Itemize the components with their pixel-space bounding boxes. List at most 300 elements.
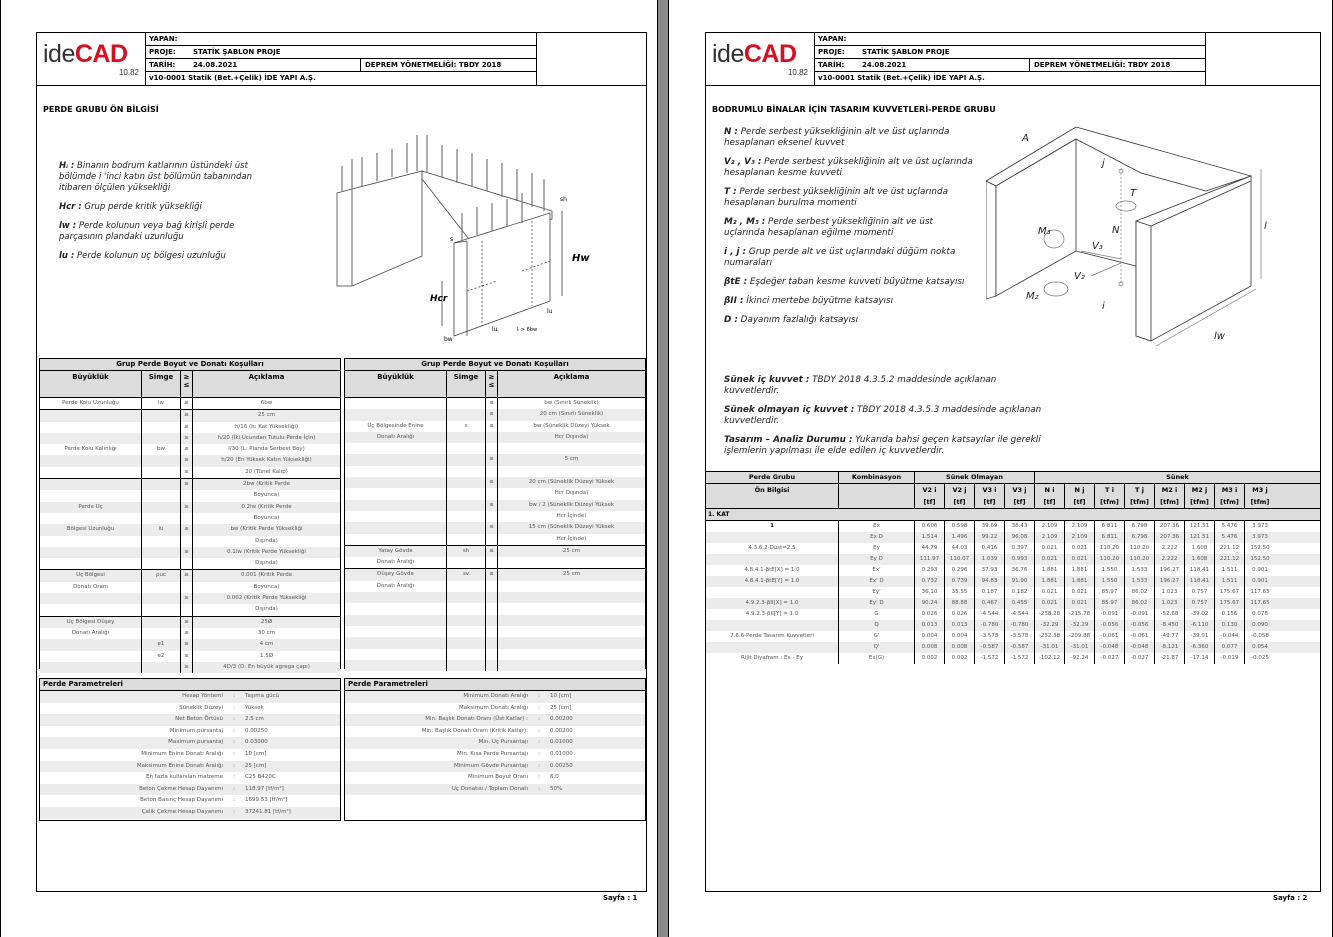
svg-text:l: l	[1264, 221, 1267, 232]
param-colon: :	[538, 750, 540, 757]
param-key: Maksimum Donatı Aralığı	[458, 704, 528, 711]
param-row	[40, 691, 340, 703]
force-value-cell: 5.476	[1215, 521, 1245, 532]
force-komb-cell: G'	[839, 631, 915, 642]
force-group-cell	[706, 620, 839, 631]
table-cell: 0.001 (Kritik Perde	[240, 572, 293, 579]
table-row	[345, 603, 645, 614]
force-value-cell: -1.572	[1005, 653, 1035, 664]
table-row	[40, 433, 340, 444]
param-key: Min. Başlık Donatı Oranı (Üst Katlar) :	[425, 716, 528, 723]
table-cell	[345, 409, 447, 420]
table-cell	[447, 466, 486, 477]
force-row	[706, 554, 1320, 565]
table-cell	[447, 488, 486, 499]
table-cell: Donatı Oranı	[40, 582, 142, 593]
force-value-cell: -6.360	[1185, 642, 1215, 653]
force-value-cell: -52.68	[1155, 609, 1185, 620]
force-value-cell: 0.021	[1065, 543, 1095, 554]
force-diagram	[986, 121, 1296, 356]
table-cell	[447, 581, 486, 592]
table-cell: ≥	[181, 444, 193, 455]
force-value-cell: 6.811	[1095, 532, 1125, 543]
force-value-cell: 1.608	[1185, 543, 1215, 554]
force-value-cell: -0.027	[1125, 653, 1155, 664]
param-key: Beton Basınç Hesap Dayanımı	[140, 797, 223, 804]
table-cell: ≤	[486, 522, 498, 533]
idecad-logo	[37, 33, 146, 85]
force-value-cell: -0.056	[1095, 620, 1125, 631]
page-frame	[705, 32, 1321, 892]
force-value-cell: 37.93	[975, 565, 1005, 576]
table-row	[40, 604, 340, 615]
table-header	[345, 371, 645, 398]
table-cell: ≥	[181, 455, 193, 466]
force-value-cell: 6.811	[1095, 521, 1125, 532]
table-cell	[345, 615, 447, 626]
force-row	[706, 565, 1320, 576]
table-row	[40, 593, 340, 604]
report-page-1	[0, 0, 658, 937]
param-row	[40, 761, 340, 773]
table-cell	[447, 626, 486, 637]
force-row	[706, 631, 1320, 642]
logo-ide: ide	[712, 40, 744, 68]
table-cell	[40, 536, 142, 547]
force-value-cell: 36.10	[915, 587, 945, 598]
table-cell: 0.2lw (Kritik Perde	[241, 503, 292, 510]
table-cell	[486, 626, 498, 637]
force-komb-cell: Ex'	[839, 565, 915, 576]
force-group-cell: Rijit Diyafram : Ex - Ey	[706, 653, 839, 664]
table-cell: ≥	[181, 479, 193, 490]
force-col-header: M3 j [tfm]	[1250, 486, 1270, 506]
section-title: PERDE GRUBU ÖN BİLGİSİ	[43, 105, 159, 114]
param-row	[345, 737, 645, 749]
table-cell	[345, 500, 447, 511]
param-value: 10 [cm]	[550, 693, 572, 699]
table-body	[345, 398, 645, 671]
force-value-cell: 207.36	[1155, 532, 1185, 543]
params-title: Perde Parametreleri	[40, 679, 340, 691]
force-row	[706, 653, 1320, 664]
table-cell: 15 cm (Süneklik Düzeyi Yüksek	[528, 524, 615, 531]
table-row	[40, 467, 340, 478]
table-cell: Bölgesi Uzunluğu	[40, 524, 142, 535]
table-cell	[486, 615, 498, 626]
definition-item: Sünek olmayan iç kuvvet : TBDY 2018 4.3.5.3 maddesinde açıklanan kuvvetlerdir.	[724, 405, 1042, 426]
tarih-value: 24.08.2021	[193, 61, 238, 69]
report-page-2	[668, 0, 1333, 937]
software-label: v10-0001 Statik (Bet.+Çelik) İDE YAPI A.Ş.	[149, 74, 316, 82]
proje-row	[145, 46, 536, 59]
definition-item: βtE : Eşdeğer taban kesme kuvveti büyütme katsayısı	[724, 277, 965, 287]
force-value-cell: 0.757	[1185, 587, 1215, 598]
table-cell	[498, 660, 645, 671]
table-row	[345, 500, 645, 511]
force-value-cell: -6.110	[1185, 620, 1215, 631]
table-cell: 0.002 (Kritik Perde Yüksekliği	[226, 595, 307, 602]
force-value-cell: 118.41	[1185, 565, 1215, 576]
table-cell	[142, 582, 181, 593]
param-colon: :	[233, 704, 235, 711]
page-number: Sayfa : 1	[603, 894, 638, 902]
definition-item: Hcr : Grup perde kritik yüksekliği	[59, 202, 202, 212]
table-cell: ≥	[181, 547, 193, 558]
table-cell: ≥	[181, 662, 193, 673]
header-right-box	[1205, 33, 1320, 85]
force-value-cell: 1.533	[1125, 576, 1155, 587]
table-cell	[486, 443, 498, 454]
table-cell: Hcr Dışında)	[554, 490, 589, 497]
table-cell	[40, 593, 142, 604]
force-col-header: M2 j [tfm]	[1185, 484, 1215, 508]
force-value-cell: 110.20	[1095, 543, 1125, 554]
table-row	[345, 454, 645, 465]
force-value-cell: 88.88	[945, 598, 975, 609]
table-cell: Hcr Dışında)	[554, 433, 589, 440]
page-number: Sayfa : 2	[1273, 894, 1308, 902]
shear-wall-group-diagram	[332, 131, 602, 346]
table-cell: e1	[142, 639, 181, 650]
table-row	[345, 568, 645, 580]
force-value-cell: 85.97	[1095, 587, 1125, 598]
force-value-cell: 0.455	[1005, 598, 1035, 609]
force-col-header: T j [tfm]	[1125, 484, 1155, 508]
table-cell	[40, 422, 142, 433]
software-label: v10-0001 Statik (Bet.+Çelik) İDE YAPI A.Ş.	[818, 74, 985, 82]
table-cell	[486, 592, 498, 603]
param-key: Maximum pursantaj	[168, 739, 223, 746]
force-value-cell: 1.511	[1215, 576, 1245, 587]
force-group-cell	[706, 587, 839, 598]
force-value-cell: -32.29	[1065, 620, 1095, 631]
definition-item: Sünek iç kuvvet : TBDY 2018 4.3.5.2 maddesinde açıklanan kuvvetlerdir.	[724, 375, 997, 396]
definition-item: D : Dayanım fazlalığı katsayısı	[724, 315, 859, 325]
table-cell	[142, 467, 181, 478]
force-table-header-2	[706, 484, 1320, 509]
force-group-cell: 4.9.2.3-βII[Y] = 1.0	[706, 609, 839, 620]
table-title: Grup Perde Boyut ve Donatı Koşulları	[40, 359, 340, 371]
force-value-cell: 0.004	[945, 631, 975, 642]
table-cell: ≤	[181, 617, 193, 628]
table-row	[40, 582, 340, 593]
table-row	[40, 662, 340, 673]
table-row	[345, 398, 645, 409]
param-colon: :	[538, 693, 540, 699]
force-value-cell: -32.29	[1035, 620, 1065, 631]
force-value-cell: 85.97	[1095, 598, 1125, 609]
force-group-cell: 4.8.4.1-βtE[Y] = 1.0	[706, 576, 839, 587]
svg-text:lu: lu	[547, 308, 553, 315]
force-value-cell: 0.002	[915, 653, 945, 664]
table-cell	[142, 490, 181, 501]
force-value-cell: 6.798	[1125, 532, 1155, 543]
table-cell	[142, 502, 181, 513]
table-cell: ≥	[181, 639, 193, 650]
table-cell: Dışında)	[255, 606, 278, 613]
table-cell: 20 cm (Süneklik Düzeyi Yüksek	[528, 479, 615, 486]
table-cell	[142, 433, 181, 444]
table-cell	[142, 422, 181, 433]
param-colon: :	[538, 774, 540, 781]
table-row	[40, 478, 340, 490]
force-value-cell: 1.023	[1155, 598, 1185, 609]
force-value-cell: 0.026	[945, 609, 975, 620]
table-cell: Uç Bölgesinde Enine	[345, 421, 447, 432]
force-row	[706, 543, 1320, 554]
force-value-cell: 0.296	[945, 565, 975, 576]
force-value-cell: -31.01	[1065, 642, 1095, 653]
svg-text:V₂: V₂	[1074, 271, 1085, 282]
dimension-conditions-table-left	[39, 358, 341, 669]
table-cell: sh	[447, 546, 486, 557]
force-value-cell: 118.41	[1185, 576, 1215, 587]
svg-text:j: j	[1102, 158, 1105, 169]
definition-item: Tasarım – Analiz Durumu : Yukarıda bahsi geçen katsayılar ile gerekli işlemlerin yapılması ile elde edilen iç kuvvetlerdir.	[724, 435, 1041, 456]
table-cell	[142, 513, 181, 524]
table-cell	[447, 603, 486, 614]
yapan-label: YAPAN:	[818, 35, 847, 43]
table-cell	[142, 455, 181, 466]
force-value-cell: 0.182	[1005, 587, 1035, 598]
table-cell	[486, 603, 498, 614]
table-cell	[142, 617, 181, 628]
force-value-cell: 0.004	[915, 631, 945, 642]
table-row	[345, 581, 645, 592]
table-row	[40, 547, 340, 558]
force-value-cell: -92.24	[1065, 653, 1095, 664]
force-value-cell: 1.023	[1155, 587, 1185, 598]
table-cell: ≤	[181, 628, 193, 639]
force-value-cell: 0.090	[1252, 622, 1268, 628]
col-aciklama: Açıklama	[248, 373, 285, 381]
param-key: Çelik Çekme Hesap Dayanımı	[141, 808, 223, 815]
force-value-cell: -0.587	[975, 642, 1005, 653]
logo-cad: CAD	[743, 40, 797, 68]
table-cell	[498, 626, 645, 637]
force-group-cell: 7.6.6-Perde Tasarım Kuvvetleri	[706, 631, 839, 642]
table-cell: bw (Kritik Perde Yüksekliği	[230, 526, 303, 533]
force-group-cell: 4.8.4.1-βtE[X] = 1.0	[706, 565, 839, 576]
svg-text:Hcr: Hcr	[430, 294, 448, 304]
force-value-cell: 5.476	[1215, 532, 1245, 543]
param-key: Hesap Yöntemi	[182, 693, 223, 699]
table-cell	[498, 581, 645, 592]
table-cell: h/20 (En Yüksek Katın Yüksekliği)	[221, 457, 312, 464]
force-komb-cell: Ey'	[839, 587, 915, 598]
yapan-label: YAPAN:	[149, 35, 178, 43]
force-group-cell	[706, 642, 839, 653]
table-cell	[345, 660, 447, 671]
table-cell: Donatı Aralığı	[345, 557, 447, 568]
force-value-cell: 90.24	[915, 598, 945, 609]
force-value-cell: 196.27	[1155, 565, 1185, 576]
force-value-cell: -0.091	[1125, 609, 1155, 620]
param-row	[40, 714, 340, 726]
force-value-cell: -39.02	[1185, 609, 1215, 620]
table-cell	[486, 511, 498, 522]
svg-text:bw: bw	[444, 336, 453, 343]
table-cell: ≤	[486, 569, 498, 580]
table-cell	[142, 410, 181, 421]
table-cell	[142, 536, 181, 547]
deprem-label: DEPREM YÖNETMELİĞİ: TBDY 2018	[365, 61, 502, 69]
force-value-cell: -232.38	[1035, 631, 1065, 642]
force-value-cell: 86.02	[1125, 587, 1155, 598]
param-row	[345, 761, 645, 773]
table-cell	[498, 443, 645, 454]
table-cell	[181, 604, 193, 615]
force-value-cell: 1.514	[915, 532, 945, 543]
table-cell: ≥	[181, 467, 193, 478]
param-value: 25 [cm]	[550, 704, 572, 711]
param-row	[40, 726, 340, 738]
col-simge: Simge	[447, 371, 486, 397]
table-cell: 4 cm	[259, 641, 274, 648]
table-cell: Dışında)	[255, 560, 278, 567]
force-value-cell: 86.02	[1125, 598, 1155, 609]
table-cell	[181, 582, 193, 593]
force-value-cell: 152.50	[1250, 556, 1270, 562]
force-group-cell	[706, 532, 839, 543]
force-value-cell: 0.467	[975, 598, 1005, 609]
table-cell: h/16 (h: Kat Yüksekliği)	[234, 423, 299, 430]
force-value-cell: 0.021	[1065, 554, 1095, 565]
param-value: 0.00250	[550, 762, 573, 769]
svg-text:Hw: Hw	[572, 253, 590, 264]
tarih-label: TARİH:	[818, 61, 845, 69]
force-value-cell: 1.550	[1095, 576, 1125, 587]
param-key: Uç Donatısı / Toplam Donatı	[451, 785, 528, 792]
param-colon: :	[233, 785, 235, 792]
param-key: Süneklik Düzeyi	[179, 704, 223, 711]
table-header	[40, 371, 340, 398]
force-value-cell: -209.88	[1065, 631, 1095, 642]
table-cell: ≥	[181, 410, 193, 421]
table-cell: ≥	[181, 398, 193, 409]
force-komb-cell: Ex(G)	[839, 653, 915, 664]
table-cell: h/20 (İki Ucundan Tutulu Perde İçin)	[217, 434, 316, 441]
param-row	[40, 795, 340, 807]
table-cell	[40, 639, 142, 650]
param-row	[345, 726, 645, 738]
force-value-cell: 221.12	[1215, 543, 1245, 554]
table-cell: e2	[142, 651, 181, 662]
definition-item: V₂ , V₃ : Perde serbest yüksekliğinin alt ve üst uçlarında hesaplanan kesme kuvveti	[724, 157, 973, 178]
table-cell	[498, 637, 645, 648]
table-cell	[345, 603, 447, 614]
param-colon: :	[233, 762, 235, 769]
col-simge: Simge	[142, 371, 181, 397]
table-cell	[486, 660, 498, 671]
force-value-cell: -0.061	[1095, 631, 1125, 642]
table-cell: 5 cm	[564, 456, 579, 463]
table-row	[40, 409, 340, 421]
force-value-cell: -3.578	[975, 631, 1005, 642]
wall-parameters-right	[344, 678, 646, 821]
param-value: 25 [cm]	[245, 762, 267, 769]
col-sunek: Sünek	[1166, 473, 1189, 481]
force-value-cell: 0.002	[945, 653, 975, 664]
table-title: Grup Perde Boyut ve Donatı Koşulları	[345, 359, 645, 371]
table-cell	[345, 466, 447, 477]
params-title: Perde Parametreleri	[345, 679, 645, 691]
table-row	[40, 513, 340, 524]
table-row	[345, 592, 645, 603]
table-cell	[345, 454, 447, 465]
report-header	[706, 33, 1320, 86]
force-value-cell: 0.021	[1035, 598, 1065, 609]
param-key: En fazla kullanılan malzeme	[146, 774, 223, 781]
force-value-cell: 0.021	[1035, 587, 1065, 598]
table-cell: Yatay Gövde	[345, 546, 447, 557]
table-cell: ≤	[486, 477, 498, 488]
force-value-cell: -0.025	[1251, 655, 1269, 661]
table-cell	[447, 409, 486, 420]
table-cell	[345, 477, 447, 488]
force-value-cell: 110.20	[1125, 543, 1155, 554]
force-value-cell: 0.416	[975, 543, 1005, 554]
table-cell	[447, 432, 486, 443]
param-colon: :	[233, 693, 235, 699]
param-colon: :	[233, 774, 235, 781]
table-cell	[40, 467, 142, 478]
table-cell: 25Ø	[260, 618, 273, 625]
force-value-cell: 94.83	[975, 576, 1005, 587]
table-cell: l/30 (L: Planda Serbest Boy)	[228, 446, 305, 453]
force-value-cell: -0.027	[1095, 653, 1125, 664]
table-cell: bw (Sınırlı Süneklik)	[544, 400, 599, 406]
table-cell	[40, 662, 142, 673]
page-frame	[36, 32, 647, 892]
force-komb-cell: G	[839, 609, 915, 620]
header-right-box	[536, 33, 646, 85]
force-value-cell: -0.091	[1095, 609, 1125, 620]
table-cell: ≥	[181, 524, 193, 535]
table-cell: ≥	[181, 651, 193, 662]
definitions-list	[724, 127, 974, 334]
force-value-cell: 2.109	[1035, 532, 1065, 543]
table-cell	[447, 511, 486, 522]
force-row	[706, 598, 1320, 609]
table-row	[40, 455, 340, 466]
definition-item: M₂ , M₃ : Perde serbest yüksekliğinin alt ve üst uçlarında hesaplanan eğilme momenti	[724, 217, 933, 238]
force-komb-cell: Q'	[839, 642, 915, 653]
param-key: Minimum Boyut Oranı	[468, 774, 528, 781]
table-row	[345, 522, 645, 533]
force-value-cell: 0.021	[1065, 587, 1095, 598]
col-ops: ≥ ≤	[486, 371, 498, 397]
col-buyukluk: Büyüklük	[40, 371, 142, 397]
force-value-cell: -0.048	[1125, 642, 1155, 653]
table-cell	[40, 410, 142, 421]
proje-row	[814, 46, 1205, 59]
force-komb-cell: Ey' D	[839, 598, 915, 609]
force-value-cell: 99.22	[975, 532, 1005, 543]
table-cell: ≤	[486, 421, 498, 432]
force-value-cell: 0.606	[915, 521, 945, 532]
force-value-cell: -31.01	[1035, 642, 1065, 653]
table-row	[40, 398, 340, 409]
param-key: Minimum Donatı Aralığı	[463, 693, 528, 699]
table-cell: Donatı Aralığı	[345, 581, 447, 592]
table-cell: lu	[142, 524, 181, 535]
table-cell	[486, 534, 498, 545]
table-cell: 20 cm (Sınırlı Süneklik)	[539, 411, 604, 418]
force-row	[706, 609, 1320, 620]
table-cell: ≥	[181, 593, 193, 604]
